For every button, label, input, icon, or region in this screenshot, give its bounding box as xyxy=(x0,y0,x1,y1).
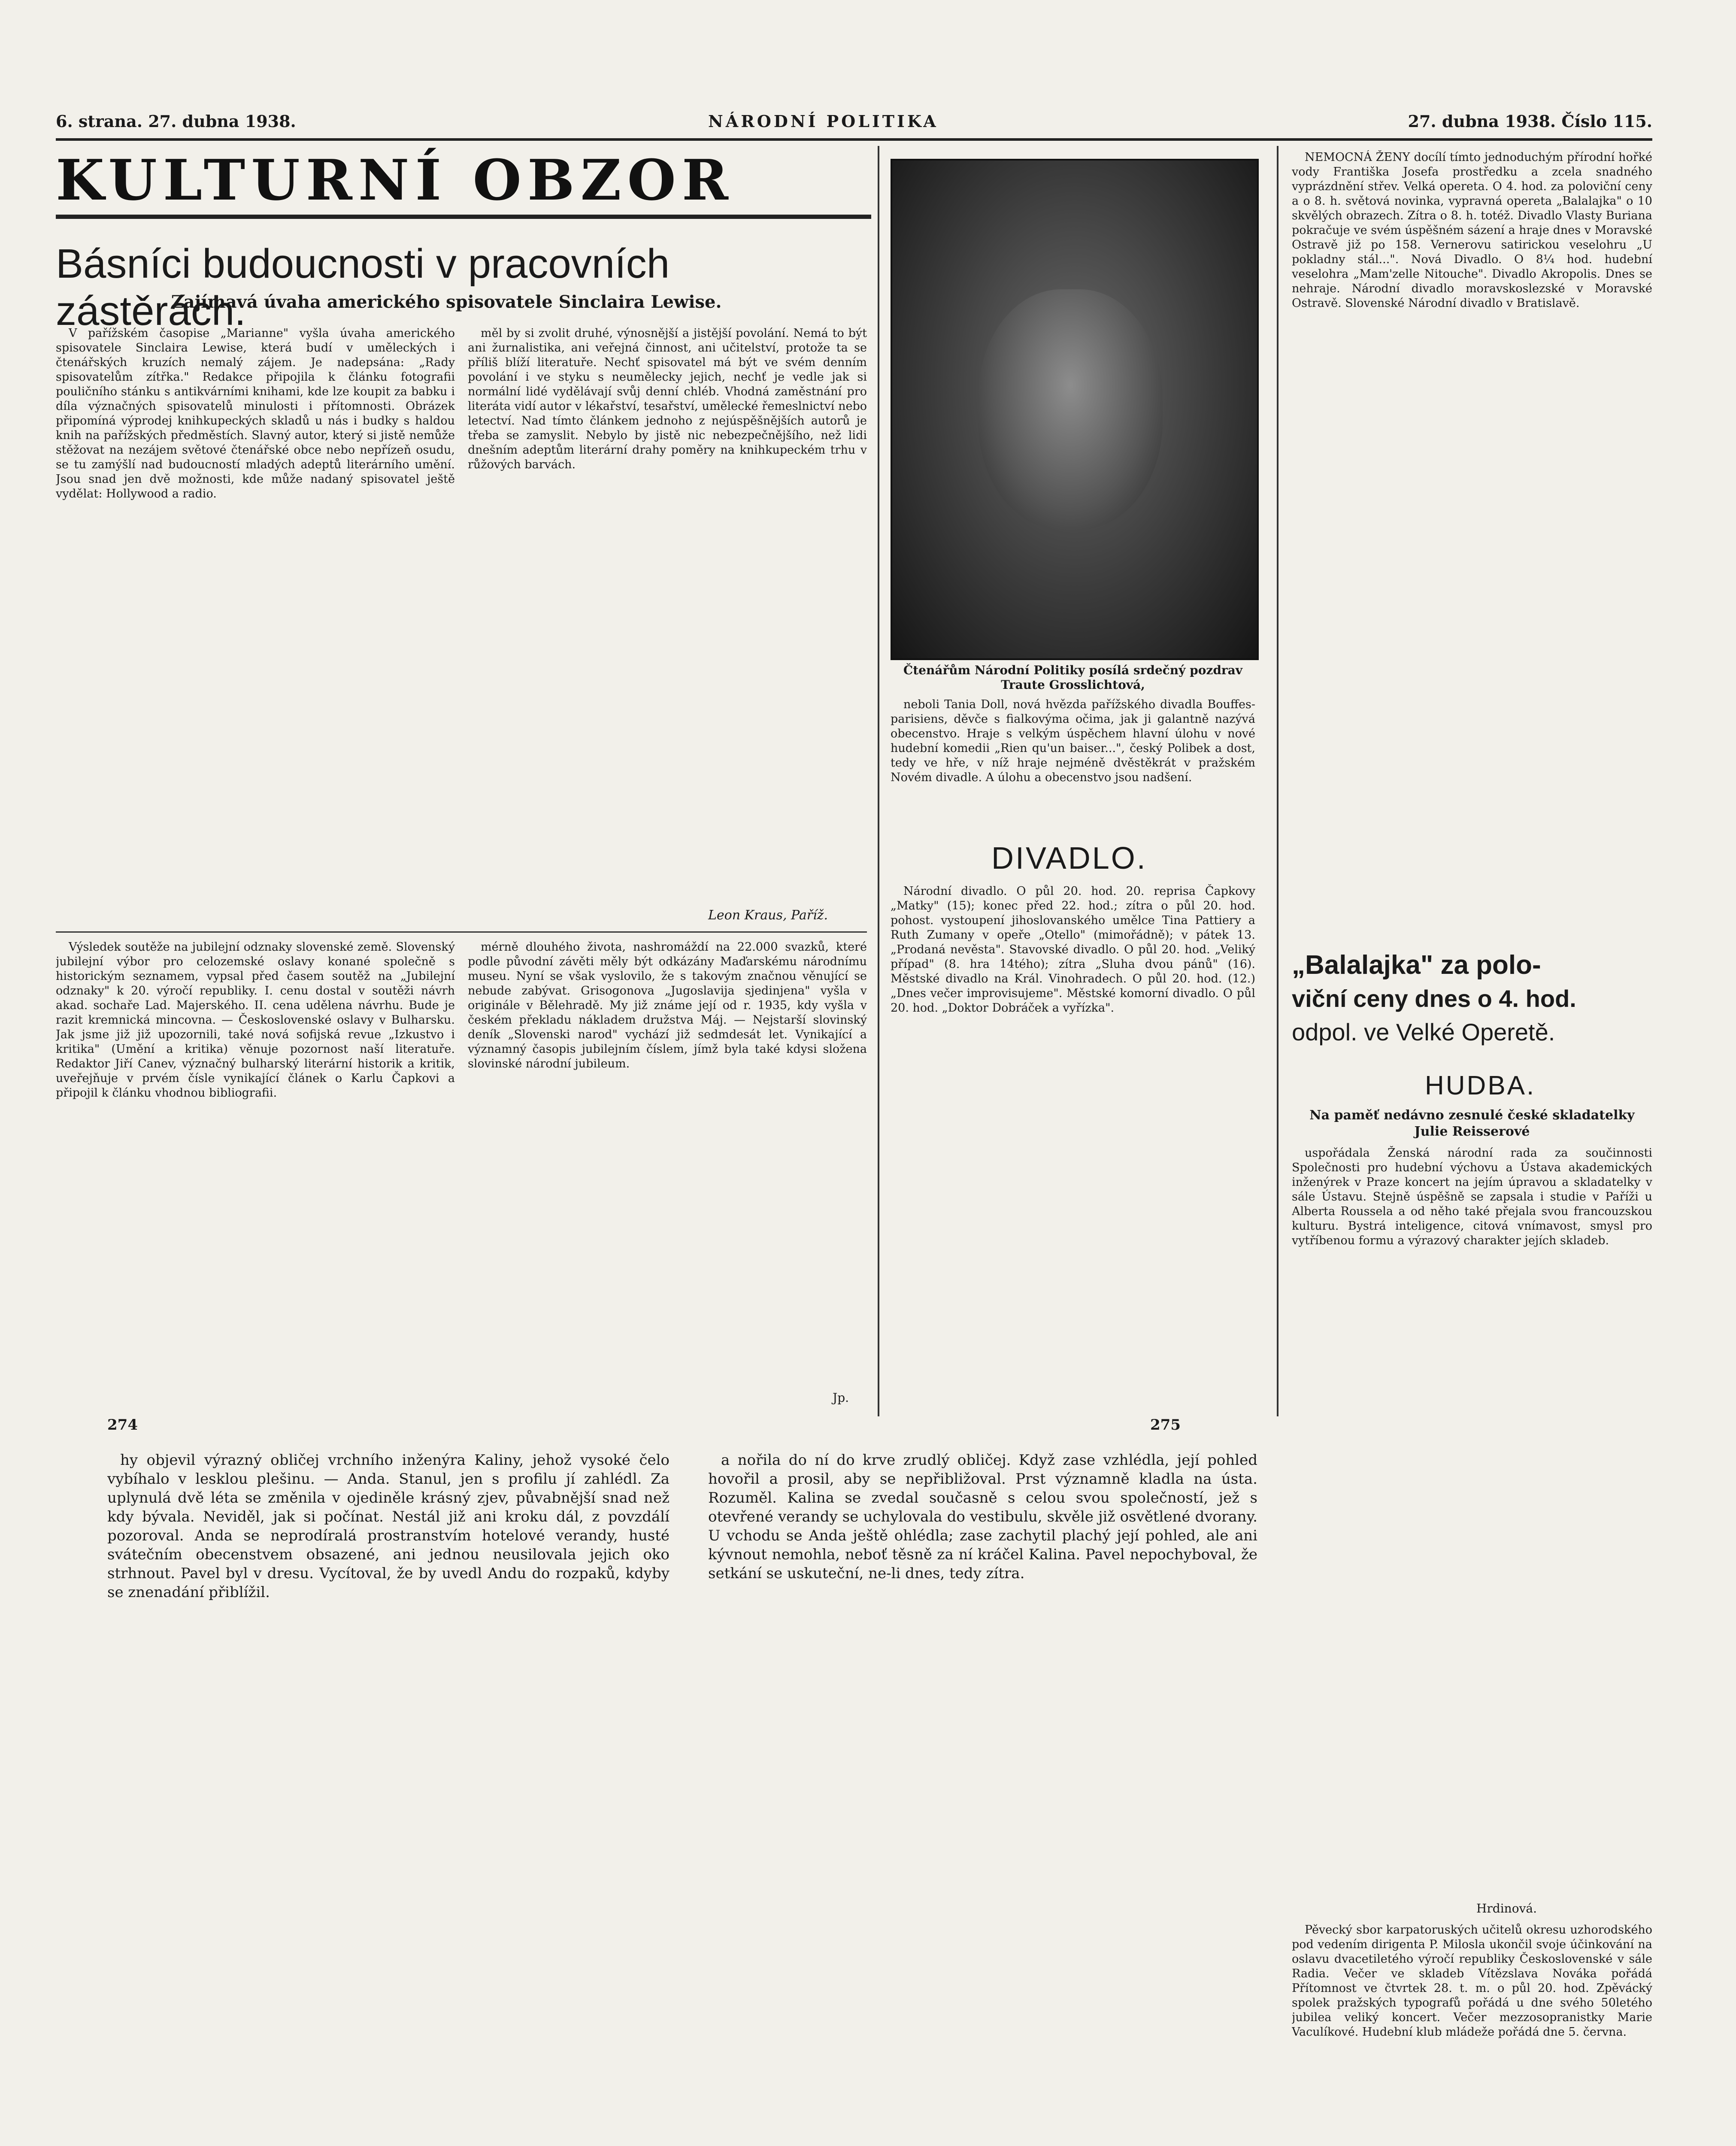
notes-mid-text: mérně dlouhého života, nashromáždí na 22.000 svazků, které podle původní závěti měly být odkázány Maďarskému národnímu museu. Nyní se však vyslovilo, že s takovým značnou věnující se nebude zabývat. Grisogonova „Jugoslavija sjedinjena" vyšla v originále v Bělehradě. My již známe její od r. 1935, kdy vyšla v českém překladu nákladem družstva Máj. — Nejstarší slovinský deník „Slovenski narod" vychází již sedmdesát let. Vynikající a významný časopis jubilejním číslem, jímž byla také kdysi složena slovinské národní jubileum. xyxy=(468,940,867,1070)
notes-mid-column xyxy=(468,940,867,1386)
ad-line-3: odpol. ve Velké Operetě. xyxy=(1292,1018,1555,1046)
page-number-left: 274 xyxy=(107,1416,138,1434)
page-header xyxy=(56,107,1652,137)
ad-line-1: „Balalajka" za polo- xyxy=(1292,950,1541,980)
photo-portrait xyxy=(978,289,1163,530)
section-banner: KULTURNÍ OBZOR xyxy=(56,147,734,213)
music-notes-column xyxy=(1292,1923,1652,2146)
hudba-signature: Hrdinová. xyxy=(1476,1901,1537,1916)
article-headline: Básníci budoucnosti v pracovních zástěrách. xyxy=(56,241,670,334)
music-notes-text: Pěvecký sbor karpatoruských učitelů okresu uzhorodského pod vedením dirigenta P. Milosla ukončil svoje účinkování na oslavu dvacetiletého výročí republiky Československé v sále Radia. Večer ve skladeb Vítězslava Nováka pořádá Přítomnost ve čtvrtek 28. t. m. o půl 20. hod. Zpěvácký spolek pražských typografů pořádá u dne svého 50letého jubilea veliký koncert. Večer mezzosopranistky Marie Vaculíkové. Hudební klub mládeže pořádá dne 5. června. xyxy=(1292,1923,1652,2039)
column-divider xyxy=(878,146,879,1416)
article-column-1 xyxy=(56,326,455,918)
balalajka-advertisement xyxy=(1292,949,1652,1064)
hudba-subheading: Na paměť nedávno zesnulé české skladatelky Julie Reisserové xyxy=(1309,1108,1635,1139)
hudba-text: uspořádala Ženská národní rada za součinnosti Společnosti pro hudební výchovu a Ústava akademických inženýrek v Praze koncert na jejím úpravou a skladatelky v sále Ústavu. Stejně úspěšně se zapsala i studie v Paříži u Alberta Roussela a od něho také přejala svou francouzskou kulturu. Bystrá inteligence, citová vnímavost, smysl pro vytříbenou formu a výrazový charakter jejích skladeb. xyxy=(1292,1146,1652,1247)
serial-text-right: a nořila do ní do krve zrudlý obličej. Když zase vzhlédla, její pohled hovořil a prosil, aby se nepřibližoval. Prst významně kladla na ústa. Rozuměl. Kalina se zvedal současně s celou svou společností, jež s otevřené verandy se uchylovala do vestibulu, skvěle již osvětlené dvorany. U vchodu se Anda ještě ohlédla; zase zachytil plachý její pohled, ale ani kývnout nemohla, neboť těsně za ní kráčel Kalina. Pavel nepochyboval, že setkání se uskuteční, ne-li dnes, tedy zítra. xyxy=(708,1452,1257,1582)
article-subhead: Zajímavá úvaha amerického spisovatele Sinclaira Lewise. xyxy=(171,292,722,312)
article-signature: Leon Kraus, Paříž. xyxy=(708,908,828,923)
header-right: 27. dubna 1938. Číslo 115. xyxy=(1408,112,1652,131)
photo-text-block xyxy=(891,697,1255,835)
notes-left-text: Výsledek soutěže na jubilejní odznaky slovenské země. Slovenský jubilejní výbor pro celozemské oslavy konané společně s historickým seznamem, vypsal před časem soutěž na „Jubilejní odznaky" k 20. výročí republiky. I. cenu dostal v soutěži návrh akad. sochaře Lad. Majerského. II. cena udělena návrhu. Bude je razit kremnická mincovna. — Československé oslavy v Bulharsku. Jak jsme již již upozornili, také nová sofijská revue „Izkustvo i kritika" (Umění a kritika) věnuje pozornost naší literatuře. Redaktor Jiří Canev, význačný bulharský literární historik a kritik, uveřejňuje v prvém čísle vynikající článek o Karlu Čapkovi a připojil k článku vhodnou bibliografii. xyxy=(56,940,455,1100)
article-column-2 xyxy=(468,326,867,906)
serial-novel-right xyxy=(708,1451,1257,2146)
article-text-1: V pařížském časopise „Marianne" vyšla úvaha amerického spisovatele Sinclaira Lewise, která budí v uměleckých i čtenářských kruzích nemalý zájem. Je nadepsána: „Rady spisovatelům zítřka." Redakce připojila k článku fotografii pouličního stánku s antikvárními knihami, kde lze koupit za babku i díla význačných spisovatelů minulosti i přítomnosti. Obrázek připomíná výprodej knihkupeckých skladů u nás i budky s haldou knih na pařížských předměstích. Slavný autor, který si jistě nemůže stěžovat na nezájem světové čtenářské obce nebo nepřízeň osudu, se tu zamýšlí nad budoucností mladých adeptů literárního umění. Jsou snad jen dvě možnosti, kde může nadaný spisovatel ještě vydělat: Hollywood a radio. xyxy=(56,327,455,500)
photo-caption: Čtenářům Národní Politiky posílá srdečný pozdrav Traute Grosslichtová, xyxy=(903,663,1243,692)
header-left: 6. strana. 27. dubna 1938. xyxy=(56,112,296,131)
divadlo-text: Národní divadlo. O půl 20. hod. 20. reprisa Čapkovy „Matky" (15); konec před 22. hod.; zítra o půl 20. hod. pohost. vystoupení jihoslovanského umělce Tina Pattiery a Ruth Zumany v opeře „Otello" (mimořádně); v pátek 13. „Prodaná nevěsta". Stavovské divadlo. O půl 20. hod. „Veliký případ" (8. hra 14tého); zítra „Sluha dvou pánů" (16). Městské divadlo na Král. Vinohradech. O půl 20. hod. (12.) „Dnes večer improvisujeme". Městské komorní divadlo. O půl 20. hod. „Doktor Dobráček a vyřízka". xyxy=(891,885,1255,1015)
serial-novel-left xyxy=(107,1451,670,2146)
page-number-right: 275 xyxy=(1150,1416,1181,1434)
article-text-2: měl by si zvolit druhé, výnosnější a jistější povolání. Nemá to být ani žurnalistika, ani veřejná činnost, ani učitelství, protože ta se příliš blíží literatuře. Nechť spisovatel má být ve svém denním povolání i ve styku s neumělecky jejich, nechť je vedle jak si normální lidé vydělávají svůj denní chléb. Vhodná zaměstnání pro literáta vidí autor v lékařství, tesařství, umělecké řemeslnictví nebo letectví. Nad tímto článkem jednoho z nejúspěšnějších autorů je třeba se zamyslit. Nebylo by jistě nic nebezpečnějšího, než lidi dnešním adeptům literární drahy poměry na knihkupeckém trhu v růžových barvách. xyxy=(468,327,867,471)
section-rule xyxy=(56,931,867,933)
column-divider xyxy=(1277,146,1279,1416)
ad-line-2: viční ceny dnes o 4. hod. xyxy=(1292,985,1576,1012)
hudba-heading: HUDBA. xyxy=(1425,1071,1536,1100)
divadlo-column xyxy=(891,884,1255,1408)
notes-left-column xyxy=(56,940,455,1403)
header-rule xyxy=(56,138,1652,141)
serial-text-left: hy objevil výrazný obličej vrchního inženýra Kaliny, jehož vysoké čelo vybíhalo v lesklou plešinu. — Anda. Stanul, jen s profilu jí zahlédl. Za uplynulá dvě léta se změnila v ojediněle krásný zjev, půvabnější snad než kdy bývala. Neviděl, jak si počínat. Nestál již ani kroku dál, z povzdálí pozoroval. Anda se neprodíralá prostranstvím hotelové verandy, husté svátečním obecenstvem obsazené, ani jednou neusilovala jejich oko strhnout. Pavel byl v dresu. Vycítoval, že by uvedl Andu do rozpaků, kdyby se znenadání přiblížil. xyxy=(107,1452,670,1601)
header-masthead: NÁRODNÍ POLITIKA xyxy=(708,112,939,131)
divadlo-heading: DIVADLO. xyxy=(991,841,1147,876)
actress-photo xyxy=(891,159,1259,660)
photo-text: neboli Tania Doll, nová hvězda pařížského divadla Bouffes-parisiens, děvče s fialkovýma očima, jak ji galantně nazývá obecenstvo. Hraje s velkým úspěchem hlavní úlohu v nové hudební komedii „Rien qu'un baiser...", český Polibek a dost, tedy ve hře, v níž hraje nejméně dvěstěkrát v pražském Novém divadle. A úlohu a obecenstvo jsou nadšení. xyxy=(891,698,1255,784)
banner-rule xyxy=(56,215,871,219)
hudba-column xyxy=(1292,1146,1652,1893)
notes-mid-signature: Jp. xyxy=(833,1391,849,1405)
theatre-listings-text: NEMOCNÁ ŽENY docílí tímto jednoduchým přírodní hořké vody Františka Josefa prostředku a zcela snadného vyprázdnění střev. Velká opereta. O 4. hod. za poloviční ceny a o 8. h. světová novinka, vypravná opereta „Balalajka" o 10 skvělých obrazech. Zítra o 8. h. totéž. Divadlo Vlasty Buriana pokračuje ve svém úspěšném sázení a hraje dnes v Moravské Ostravě již po 158. Vernerovu satirickou veselohru „U pokladny stál...". Nová Divadlo. O 8¼ hod. hudební veselohra „Mam'zelle Nitouche". Divadlo Akropolis. Dnes se nehraje. Národní divadlo moravskoslezské v Moravské Ostravě. Slovenské Národní divadlo v Bratislavě. xyxy=(1292,151,1652,310)
theatre-listings-column xyxy=(1292,150,1652,940)
